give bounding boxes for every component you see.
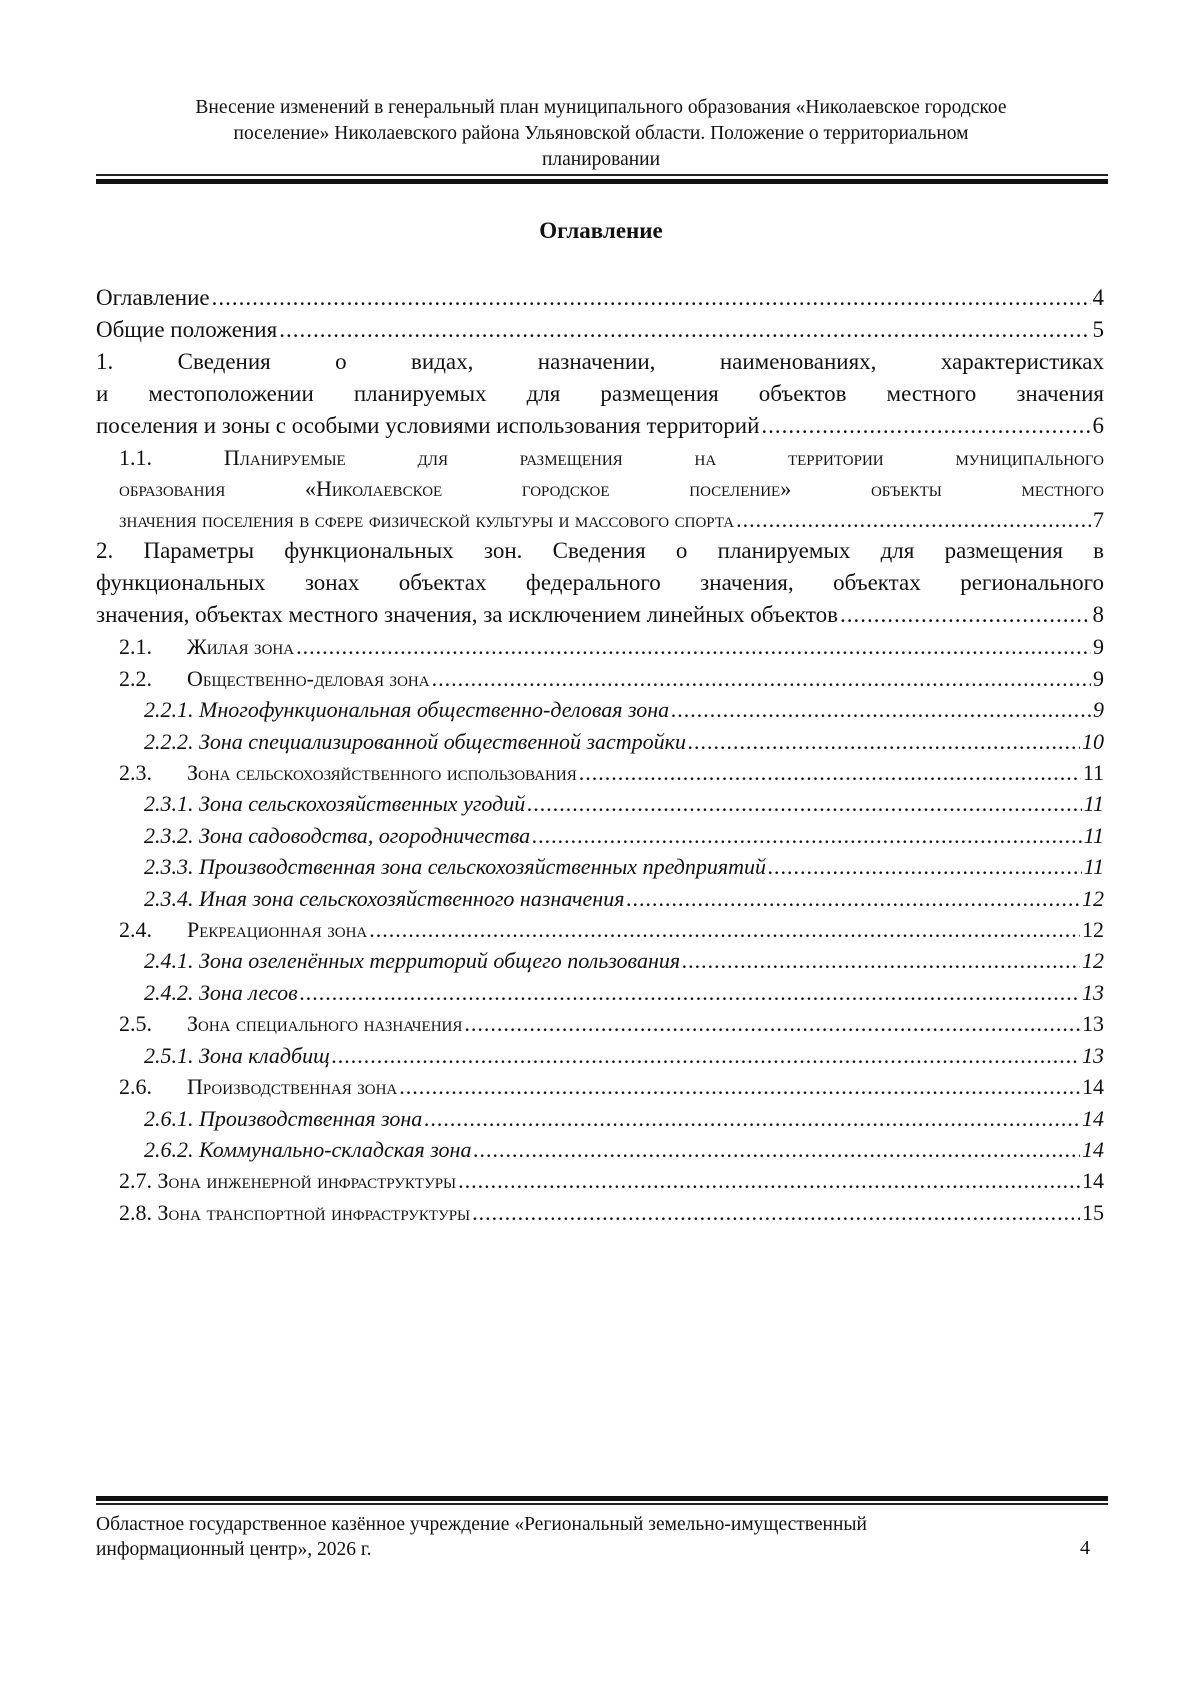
toc-entry-2-3-4[interactable] — [96, 883, 1104, 914]
table-of-contents — [96, 282, 1104, 1228]
toc-page-number: 8 — [1092, 602, 1104, 628]
toc-entry-line-last — [119, 504, 1104, 535]
dot-leader — [761, 410, 1090, 442]
toc-entry-line: и местоположении планируемых для размещения объектов местного значения — [96, 381, 1104, 406]
toc-page-number: 13 — [1082, 979, 1104, 1005]
toc-entry-text — [144, 1103, 422, 1134]
toc-entry-title: Зона сельскохозяйственных угодий — [199, 791, 526, 817]
toc-page-number: 9 — [1093, 665, 1104, 691]
toc-page-number: 9 — [1093, 697, 1104, 723]
toc-page-number: 15 — [1082, 1199, 1104, 1225]
toc-entry-text — [144, 694, 669, 725]
toc-entry-2-1[interactable] — [96, 631, 1104, 662]
toc-entry-number: 2.3.3. — [144, 854, 194, 880]
toc-entry-text — [144, 726, 686, 757]
toc-entry-number: 2.3.4. — [144, 885, 194, 911]
toc-entry-2-2-1[interactable] — [96, 694, 1104, 725]
dot-leader — [300, 977, 1080, 1008]
dot-leader — [688, 726, 1080, 757]
toc-entry-2-6-1[interactable] — [96, 1103, 1104, 1134]
toc-page-number: 13 — [1082, 1042, 1104, 1068]
dot-leader — [682, 945, 1080, 976]
toc-entry-text: поселения и зоны с особыми условиями использования территорий — [96, 413, 760, 438]
toc-entry-2-2-2[interactable] — [96, 726, 1104, 757]
footer-line-1: Областное государственное казённое учреждение «Региональный земельно-имущественный — [96, 1514, 867, 1535]
toc-entry-section-1[interactable] — [96, 346, 1104, 442]
dot-leader — [768, 851, 1082, 882]
toc-page-number: 12 — [1082, 917, 1104, 943]
toc-page-number: 9 — [1093, 634, 1104, 660]
toc-entry-text: значения поселения в сфере физической культуры и массового спорта — [119, 507, 735, 532]
toc-entry-title: Зона специализированной общественной застройки — [199, 728, 686, 754]
dot-leader — [464, 1008, 1080, 1039]
toc-entry-text: Общие положения — [96, 317, 278, 342]
toc-page-number: 14 — [1082, 1136, 1104, 1162]
dot-leader — [458, 1165, 1080, 1196]
toc-entry-text — [119, 631, 294, 662]
dot-leader — [840, 599, 1091, 631]
toc-entry-2-7[interactable] — [96, 1165, 1104, 1196]
footer-line-2: информационный центр», 2026 г. — [96, 1539, 372, 1560]
dot-leader — [736, 504, 1091, 535]
toc-entry-text — [119, 914, 367, 945]
dot-leader — [527, 788, 1081, 819]
toc-entry-title: Производственная зона — [199, 1105, 423, 1131]
toc-entry-2-8[interactable] — [96, 1197, 1104, 1228]
toc-page-number: 10 — [1082, 728, 1104, 754]
toc-entry-line: функциональных зонах объектах федерального значения, объектах регионального — [96, 570, 1104, 596]
toc-page-number: 5 — [1092, 317, 1104, 342]
toc-page-number: 11 — [1083, 854, 1104, 880]
toc-entry-2-4-1[interactable] — [96, 945, 1104, 976]
toc-page-number: 14 — [1082, 1168, 1104, 1194]
toc-entry-number: 2.6. — [119, 1074, 152, 1100]
toc-entry-text — [119, 663, 430, 694]
toc-entry-number: 2.4. — [119, 917, 152, 943]
toc-entry-number: 2.2.2. — [144, 728, 194, 754]
dot-leader — [626, 883, 1080, 914]
toc-entry-text — [119, 757, 577, 788]
toc-entry-number: 2.2.1. — [144, 697, 194, 723]
dot-leader — [432, 663, 1091, 694]
toc-entry-text — [144, 820, 530, 851]
dot-leader — [671, 694, 1091, 725]
toc-entry-text — [119, 1071, 397, 1102]
toc-entry-text — [144, 788, 525, 819]
dot-leader — [579, 757, 1081, 788]
toc-entry-title: Зона садоводства, огородничества — [199, 822, 531, 848]
toc-entry-text — [144, 945, 680, 976]
toc-entry-title: Общественно-деловая зона — [187, 665, 430, 691]
toc-page-number: 13 — [1082, 1011, 1104, 1037]
page-number: 4 — [1080, 1537, 1090, 1559]
toc-entry-text — [144, 1040, 330, 1071]
header-line-3: планировании — [541, 149, 661, 170]
dot-leader — [399, 1071, 1080, 1102]
toc-page-number: 12 — [1082, 948, 1104, 974]
toc-entry-number: 2.4.2. — [144, 979, 194, 1005]
toc-entry-title: Производственная зона сельскохозяйственных предприятий — [199, 854, 767, 880]
toc-entry-number: 2.4.1. — [144, 948, 194, 974]
toc-entry-2-6[interactable] — [96, 1071, 1104, 1102]
toc-entry-line: 1.1. Планируемые для размещения на территории муниципального — [119, 445, 1104, 470]
toc-entry-title: Жилая зона — [187, 634, 295, 660]
toc-entry-title: Зона сельскохозяйственного использования — [187, 760, 577, 786]
toc-page-number: 14 — [1082, 1074, 1104, 1100]
header-line-2: поселение» Николаевского района Ульяновской области. Положение о территориальном — [233, 123, 969, 144]
toc-page-number: 12 — [1082, 885, 1104, 911]
toc-page-number: 14 — [1082, 1105, 1104, 1131]
dot-leader — [424, 1103, 1080, 1134]
toc-entry-title: Коммунально-складская зона — [199, 1136, 472, 1162]
toc-entry-2-4-2[interactable] — [96, 977, 1104, 1008]
header-line-1: Внесение изменений в генеральный план муниципального образования «Николаевское городское — [195, 97, 1007, 118]
toc-entry-text: Оглавление — [96, 285, 210, 310]
toc-entry-number: 2.8. — [119, 1199, 152, 1225]
dot-leader — [472, 1197, 1080, 1228]
toc-entry-text — [144, 851, 766, 882]
toc-entry-2-3[interactable] — [96, 757, 1104, 788]
header-rule-thin — [96, 174, 1108, 176]
toc-page-number: 4 — [1092, 285, 1104, 310]
toc-entry-title: Зона специального назначения — [187, 1011, 463, 1037]
toc-entry-section-1-1[interactable] — [96, 442, 1104, 535]
toc-entry-line: образования «Николаевское городское поселение» объекты местного — [119, 476, 1104, 501]
toc-entry-line: 1. Сведения о видах, назначении, наименованиях, характеристиках — [96, 349, 1104, 374]
document-header — [96, 95, 1106, 173]
toc-entry-2-3-1[interactable] — [96, 788, 1104, 819]
toc-entry-section-2[interactable] — [96, 535, 1104, 631]
toc-entry-2-2[interactable] — [96, 663, 1104, 694]
dot-leader — [532, 820, 1081, 851]
toc-title: Оглавление — [539, 218, 663, 243]
toc-entry-title: Зона инженерной инфраструктуры — [157, 1168, 457, 1194]
dot-leader — [332, 1040, 1080, 1071]
toc-entry-line-last — [96, 599, 1104, 631]
toc-entry-number: 2.7. — [119, 1168, 152, 1194]
dot-leader — [473, 1134, 1080, 1165]
toc-entry-2-5-1[interactable] — [96, 1040, 1104, 1071]
toc-entry-2-6-2[interactable] — [96, 1134, 1104, 1165]
toc-entry-text: значения, объектах местного значения, за исключением линейных объектов — [96, 602, 838, 628]
dot-leader — [369, 914, 1080, 945]
header-rule-thick — [96, 179, 1108, 184]
toc-page-number: 7 — [1093, 507, 1104, 532]
toc-page-number: 11 — [1083, 791, 1104, 817]
toc-entry-2-3-2[interactable] — [96, 820, 1104, 851]
toc-entry-number: 2.6.1. — [144, 1105, 194, 1131]
toc-entry-title: Зона кладбищ — [199, 1042, 330, 1068]
toc-entry-contents[interactable] — [96, 282, 1104, 314]
toc-entry-2-5[interactable] — [96, 1008, 1104, 1039]
toc-entry-line-last — [96, 410, 1104, 442]
toc-entry-number: 2.3. — [119, 760, 152, 786]
document-footer — [96, 1512, 1036, 1562]
toc-entry-text — [144, 977, 298, 1008]
toc-entry-text — [144, 883, 624, 914]
toc-entry-text — [144, 1134, 471, 1165]
toc-entry-title: Рекреационная зона — [187, 917, 368, 943]
toc-page-number: 11 — [1082, 760, 1104, 786]
toc-entry-text — [119, 1197, 470, 1228]
footer-rule-thin — [96, 1503, 1108, 1505]
toc-entry-number: 2.3.2. — [144, 822, 194, 848]
toc-entry-number: 2.5.1. — [144, 1042, 194, 1068]
toc-entry-number: 2.5. — [119, 1011, 152, 1037]
toc-entry-number: 2.3.1. — [144, 791, 194, 817]
toc-entry-text — [119, 1008, 462, 1039]
toc-entry-title: Зона лесов — [199, 979, 298, 1005]
toc-entry-line: 2. Параметры функциональных зон. Сведения о планируемых для размещения в — [96, 538, 1104, 564]
toc-page-number: 6 — [1092, 413, 1104, 438]
toc-entry-title: Зона озеленённых территорий общего пользования — [199, 948, 681, 974]
toc-page-number: 11 — [1083, 822, 1104, 848]
toc-entry-number: 2.6.2. — [144, 1136, 194, 1162]
dot-leader — [296, 631, 1091, 662]
toc-entry-text — [119, 1165, 456, 1196]
toc-entry-title: Производственная зона — [187, 1074, 398, 1100]
toc-entry-2-3-3[interactable] — [96, 851, 1104, 882]
toc-entry-title: Иная зона сельскохозяйственного назначения — [199, 885, 625, 911]
dot-leader — [279, 314, 1090, 346]
toc-entry-2-4[interactable] — [96, 914, 1104, 945]
toc-entry-general[interactable] — [96, 314, 1104, 346]
footer-rule-thick — [96, 1496, 1108, 1501]
toc-entry-number: 2.1. — [119, 634, 152, 660]
toc-entry-number: 2.2. — [119, 665, 152, 691]
toc-entry-title: Многофункциональная общественно-деловая зона — [199, 697, 670, 723]
dot-leader — [212, 282, 1091, 314]
toc-entry-title: Зона транспортной инфраструктуры — [157, 1199, 471, 1225]
